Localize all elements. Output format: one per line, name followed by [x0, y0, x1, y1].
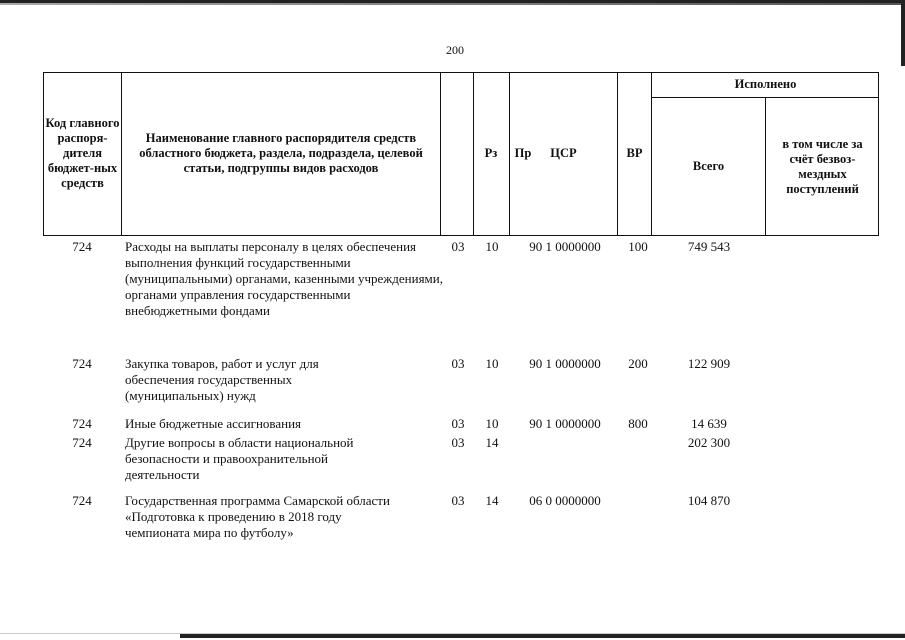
header-executed: Исполнено: [734, 77, 797, 91]
header-bottom-border: [43, 235, 879, 236]
row-total: 122 909: [687, 356, 731, 371]
row-code: 724: [72, 416, 92, 431]
row-total: 749 543: [687, 239, 731, 254]
header-code: Код главного распоря-дителя бюджет-ных средств: [45, 116, 120, 190]
row-total: 104 870: [687, 493, 731, 508]
row-name: Иные бюджетные ассигнования: [125, 416, 302, 431]
row-name: Закупка товаров, работ и услуг для обеспечения государственных (муниципальных) нужд: [125, 356, 319, 403]
row-rz: 03: [451, 356, 465, 371]
scan-edge-bottom: [180, 634, 905, 638]
scan-edge-top-fade: [0, 3, 905, 5]
row-pr: 10: [485, 416, 499, 431]
row-code: 724: [72, 435, 92, 450]
header-sep-total: [765, 97, 766, 236]
row-pr: 14: [485, 435, 499, 450]
header-csr: ЦСР: [550, 146, 577, 160]
header-including: в том числе за счёт безвоз-мездных поступлений: [782, 136, 863, 196]
row-total: 202 300: [687, 435, 731, 450]
row-rz: 03: [451, 239, 465, 254]
row-code: 724: [72, 493, 92, 508]
row-rz: 03: [451, 493, 465, 508]
header-pr: Пр: [514, 146, 532, 160]
row-name: Расходы на выплаты персоналу в целях обеспечения выполнения функций государственными (муниципальными) органами, казенными учреждениями, органами управления государственными внебюджетными фондами: [125, 239, 443, 318]
row-csr: 90 1 0000000: [529, 416, 601, 431]
row-vr: 800: [628, 416, 648, 431]
row-code: 724: [72, 356, 92, 371]
scan-edge-right: [901, 0, 905, 66]
header-vr: ВР: [626, 146, 643, 160]
row-csr: 90 1 0000000: [529, 239, 601, 254]
header-sep-name: [440, 72, 441, 236]
header-total: Всего: [692, 159, 725, 173]
row-csr: 90 1 0000000: [529, 356, 601, 371]
row-vr: 100: [628, 239, 648, 254]
row-csr: 06 0 0000000: [529, 493, 601, 508]
row-vr: 200: [628, 356, 648, 371]
row-pr: 10: [485, 356, 499, 371]
row-code: 724: [72, 239, 92, 254]
row-total: 14 639: [691, 416, 727, 431]
header-rz: Рз: [484, 146, 498, 160]
row-name: Другие вопросы в области национальной безопасности и правоохранительной деятельности: [125, 435, 354, 482]
page-number: 200: [446, 43, 464, 57]
header-sep-code: [121, 72, 122, 236]
row-pr: 14: [485, 493, 499, 508]
row-pr: 10: [485, 239, 499, 254]
row-name: Государственная программа Самарской области «Подготовка к проведению в 2018 году чемпионата мира по футболу»: [125, 493, 390, 540]
row-rz: 03: [451, 435, 465, 450]
table-header: [43, 72, 879, 236]
header-name: Наименование главного распорядителя средств областного бюджета, раздела, подраздела, целевой статьи, подгруппы видов расходов: [139, 131, 423, 175]
row-rz: 03: [451, 416, 465, 431]
